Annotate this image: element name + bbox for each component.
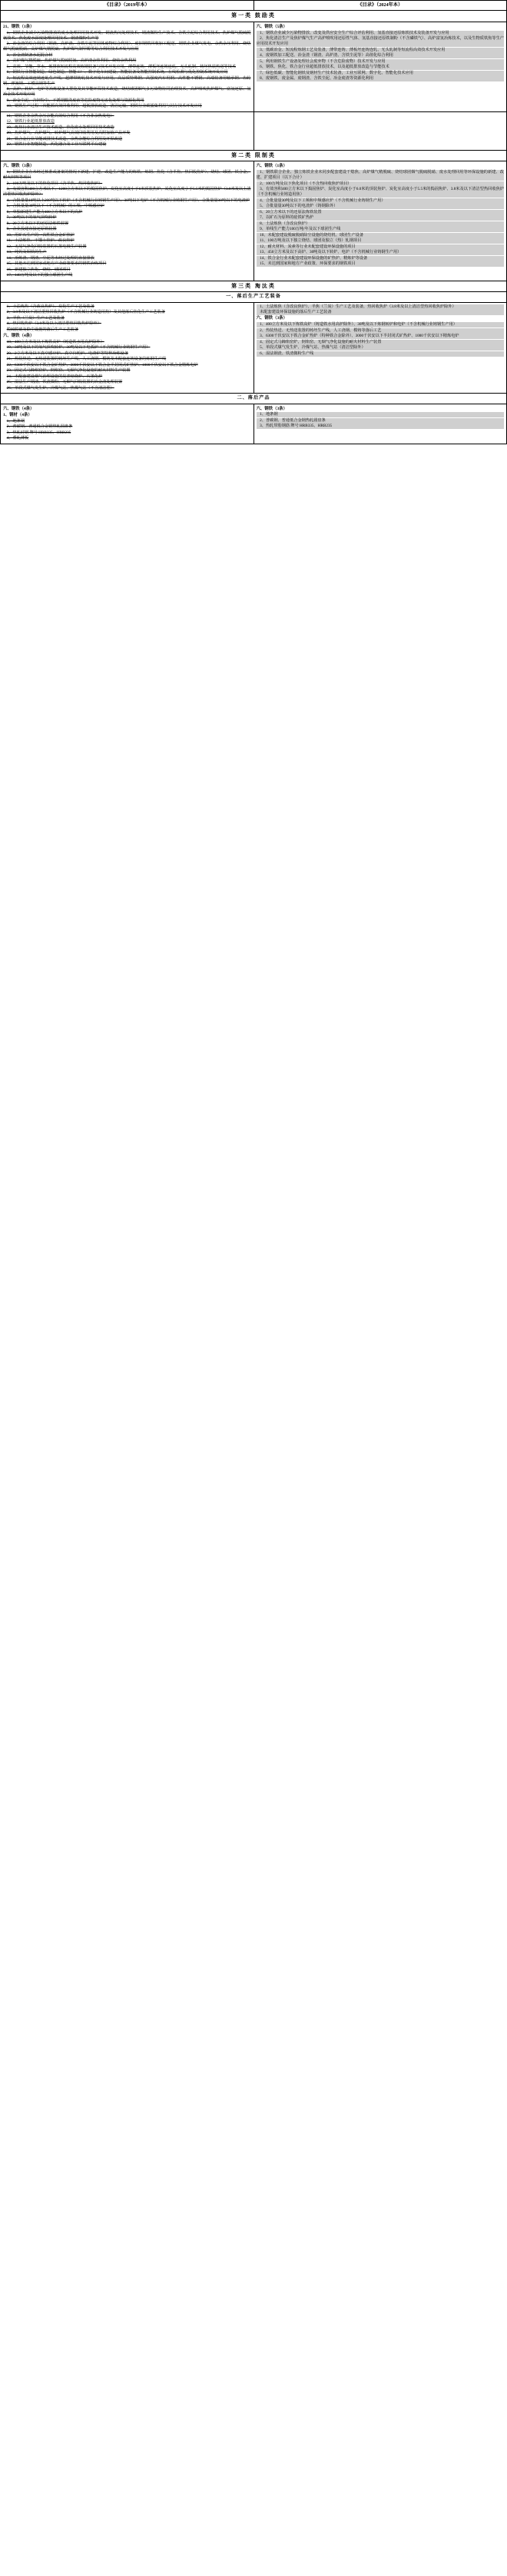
doc-paragraph: 1、钢铁联合企业、独立炼铁企业未同步配套建设干熄焦、高炉煤气精脱硫、烧结球团烟气脱硫脱硝、废水处理回用等环保设施的新建、改建、扩建项目（以下合计） — [256, 170, 504, 181]
doc-paragraph: 19、30吨及以下的氧气顶吹转炉、30吨及以下电弧炉（不含机械行业铸钢生产用） — [6, 345, 151, 351]
doc-paragraph: 20、2立方米及以下真空感应炉、真空自耗炉、电渣炉等特种冶炼设备 — [6, 351, 128, 356]
doc-paragraph: 六、钢铁（3条） — [256, 406, 287, 411]
doc-paragraph: 13、450立方米及以下高炉、30吨及以下转炉、电炉（不含机械行业铸钢生产用） — [257, 250, 505, 255]
doc-paragraph: 3、6300千伏安以下铁合金矿热炉（特种铁合金除外）、3000千伏安以下半封闭式矿热炉、1000千伏安以下精炼电炉 — [257, 334, 505, 339]
doc-paragraph: 3、热轧硅钢 牌号 HRB335、HRB235 — [6, 430, 71, 435]
doc-paragraph: 21、钢铁（1条） — [3, 24, 35, 29]
doc-paragraph: 4、叠轧薄板 — [6, 436, 29, 441]
doc-paragraph: 脱硫脱硝及除尘设施的落后生产工艺装备 — [6, 327, 79, 332]
doc-paragraph: 14、冶炼渣、钢渣、尘泥等未经过处理的直接排放 — [6, 255, 94, 261]
cell-left-2 — [1, 111, 254, 150]
doc-paragraph: 25、湿法生产钢渣、铁渣微粉，无烟气回收装置的冶金渣处理装置 — [6, 380, 123, 385]
section-row-restrict — [1, 150, 507, 161]
doc-paragraph: 15、其他未达到国家或地方产业政策要求的钢铁冶炼项目 — [6, 261, 107, 267]
cell-left-3 — [1, 161, 254, 281]
doc-paragraph: 11、100万吨及以下独立烧结、球团及独立（热）轧钢项目 — [257, 238, 505, 244]
doc-paragraph: 3、有效容积400立方米以下、1200立方米以下的捣固焦炉，炭化室高度小于6米顶装焦炉，炭化室高度小于5.5米的捣固焦炉（3.8米及以上清洁型热回收焦炉除外） — [3, 187, 251, 198]
section-title-restrict: 第二类 限制类 — [1, 150, 507, 161]
doc-paragraph: 3、冶金渣制备水泥混合材 — [6, 52, 53, 58]
doc-paragraph: 26、单段式煤气发生炉、冷煤气站、热煤气站（不含清洁型） — [6, 385, 114, 391]
doc-paragraph: 9、冶金尘泥、含锌粉尘、不锈钢酸洗废液等危险废物无害化处理与资源化利用 — [6, 98, 144, 103]
doc-paragraph: 1、钢材（4条） — [3, 412, 32, 417]
doc-paragraph: 1、400立方米及以下炼铁高炉（铸造铁水用高炉除外）、30吨及以下炼钢转炉和电炉（不含机械行业铸钢生产用） — [257, 322, 505, 327]
doc-paragraph: 1、地条钢 — [6, 418, 25, 424]
subsection-row-process — [1, 292, 507, 302]
doc-paragraph: 8、土法炼焦（含改良焦炉） — [257, 221, 505, 227]
subsection-title-process: 一、落后生产工艺装备 — [1, 292, 507, 302]
doc-paragraph: 6、湿法钢渣、铁渣微粉生产线 — [257, 351, 505, 357]
doc-paragraph: 5、高效、节能、节水、低排放短流程高效炼钢装备与技术开发应用，薄带连铸、薄板坯连铸连轧、无头轧制、铸坯热装热送等技术 — [6, 64, 236, 69]
cell-right-2 — [254, 111, 507, 150]
doc-paragraph: 2、3.8米及以下清洁型热回收焦炉（不含机械行业铸造用焦）及其他落后焦化生产工艺装备 — [6, 310, 165, 315]
content-row-4 — [1, 302, 507, 394]
doc-paragraph: 13、纯钨及钼铁的生产 — [6, 250, 47, 255]
doc-paragraph: 3、有效容积400立方米以下捣固焦炉、炭化室高度小于6.0米的顶装焦炉、炭化室高度小于5.5米的捣固焦炉、3.8米及以下清洁型热回收焦炉（不含机械行业铸造用焦） — [256, 187, 504, 198]
content-row-1 — [1, 22, 507, 111]
subsection-title-products: 二、落后产品 — [1, 394, 507, 404]
doc-paragraph: 10、未配套建设脱硫脱硝除尘设施的烧结机、球团生产设备 — [257, 233, 505, 238]
cell-right-1 — [254, 22, 507, 111]
section-row-encourage — [1, 11, 507, 22]
content-row-2 — [1, 111, 507, 150]
doc-paragraph: 5、单段式煤气发生炉、冷煤气站、热煤气站（清洁型除外） — [257, 345, 505, 351]
doc-paragraph: 1、土法炼焦（含改良焦炉）、炭化生产工艺及装备 — [6, 304, 94, 309]
doc-paragraph: 2、100万吨及以下的焦化项目（含半焦、热回收焦炉） — [6, 181, 103, 186]
doc-paragraph: 1、地条钢 — [257, 412, 505, 417]
doc-paragraph: 2、普碳钢、普通低合金钢热轧圆盘条 — [257, 418, 505, 424]
doc-paragraph: 18、400立方米及以下炼铁高炉（铸造铁水用高炉除外） — [6, 339, 104, 344]
doc-paragraph: 1、钢铁企业减少污染物排放的废水处理回用技术开发、钢渣热闷处理技术、钢渣微粉生产技术、含铁尘泥综合利用技术、焦炉煤气脱硫脱氰技术、焦化废水深度处理回用技术、钢渣微粉生产等 — [3, 30, 251, 41]
doc-paragraph: 10、用矿石生产的一次性铁合金矿热炉 — [6, 232, 75, 238]
doc-paragraph: 9、企业投建直接还原铁装置 — [6, 227, 57, 232]
doc-paragraph: 24、未配套建设烟气治理设施的炭素焙烧炉、石墨化炉 — [6, 374, 103, 379]
doc-paragraph: 六、钢铁（4条） — [3, 406, 35, 411]
cell-left-5 — [1, 404, 254, 444]
cell-left-1 — [1, 22, 254, 111]
doc-paragraph: 21、铁合金行业节能减排技术改造、余热余能综合利用及环保改造 — [6, 136, 123, 141]
doc-paragraph: 9、单线生产能力100万吨/年及以下球团生产线 — [257, 227, 505, 232]
header-left: 《目录》（2019年本） — [1, 1, 254, 11]
cell-right-5 — [254, 404, 507, 444]
doc-paragraph: 4、废钢铁加工配送、冶金渣（钢渣、高炉渣、含铁尘泥等）高值化综合利用 — [257, 53, 505, 58]
doc-paragraph: 8、20立方米以下的还原法炼铁装置 — [6, 221, 69, 226]
content-row-5 — [1, 404, 507, 444]
doc-paragraph: 7、短流程高效连铸连轧生产线、超薄带铸轧技术开发与应用，高品质特殊钢、高强度汽车用钢、高性能不锈钢、高端装备用轴承钢、齿轮钢、弹簧钢、工模具钢等生产 — [3, 75, 251, 86]
doc-paragraph: 11、土法炼焦、干馏土焦炉、改良焦炉 — [6, 238, 75, 244]
doc-paragraph: 4、热回收焦炉（3.8米及以上清洁型热回收焦炉除外） — [6, 321, 101, 327]
doc-paragraph: 8、废钢铁、废金属、废钢渣、含铁尘泥、冶金废渣等资源化利用 — [257, 76, 505, 81]
doc-paragraph: 8、高炉、转炉、电炉等冶炼设备大型化及其节能环保技术改造，烧结球团烟气多污染物协同治理技术，高炉喷吹焦炉煤气、富氢还原、氢冶金技术开发应用 — [3, 87, 251, 98]
header-right: 《目录》（2024年本） — [254, 1, 507, 11]
doc-paragraph: 六、钢铁（4条） — [3, 333, 35, 338]
doc-paragraph: 20、焦炉煤气、高炉煤气、转炉煤气高效回收利用及高附加值产品开发 — [6, 131, 131, 136]
doc-paragraph: 22、6300千伏安以下铁合金矿热炉、3000千伏安以下铁合金半封闭式矿热炉、1000千伏安以下铁合金精炼电炉 — [6, 362, 198, 367]
doc-paragraph: 5、合批量量30吨以下（不含机械）的工频、中频感应炉 — [6, 204, 104, 209]
doc-paragraph: 未配套建设环保设施的落后生产工艺装备 — [257, 310, 505, 315]
doc-paragraph: 5、合批量量30吨以下的电渣炉（铸钢除外） — [257, 204, 505, 209]
doc-paragraph: 16、新建独立焦化、烧结、球团项目 — [6, 267, 71, 272]
section-title-encourage: 第一类 鼓励类 — [1, 11, 507, 22]
doc-paragraph: 21、热装热送、无热送装置的铸坯生产线、人工浇钢、模铸及未配套连铸设备的炼钢生产线 — [6, 357, 167, 362]
doc-paragraph: 六、钢铁（5条） — [256, 24, 287, 29]
content-row-3 — [1, 161, 507, 281]
doc-paragraph: 5、利用钢铁生产设备处理社会废弃物（不含危险废物）技术开发与应用 — [257, 59, 505, 65]
doc-paragraph: 六、钢铁（3条） — [3, 164, 35, 169]
doc-paragraph: 7、30吨以下的氧气顶吹转炉 — [6, 215, 57, 221]
doc-paragraph: 6、单独新建生产能力400立方米以下的高炉 — [6, 209, 83, 214]
doc-paragraph: 12、无尾气净化回收装置的石墨电极生产装置 — [6, 244, 87, 249]
doc-paragraph: 2、焦化清洁生产及焦炉煤气生产高炉喷吹用还原性气体、氢基直接还原铁制粉（不含磷铁气）、高炉富氢冶炼技术，以及生物质铁焦等生产应用技术开发应用 — [256, 36, 504, 47]
cell-left-4 — [1, 302, 254, 394]
doc-paragraph: 6、钢铁、焦化、铁合金行业超低排放技术，以及超低排放改造与节能技术 — [257, 65, 505, 70]
doc-paragraph: 22、钢铁行业智能制造、两化融合及工业互联网平台建设 — [6, 142, 107, 148]
cell-right-3 — [254, 161, 507, 281]
table-header-row — [1, 1, 507, 11]
doc-paragraph: 2、普碳钢、普通低合金钢热轧圆盘条 — [6, 424, 73, 430]
doc-paragraph: 2、100万吨及以下焦化项目（不含热回收焦炉项目） — [257, 181, 505, 187]
doc-paragraph: 3、低碳冶金、短流程炼钢工艺及装备，薄带连铸、薄板坯连铸连轧、无头轧制等短流程高效技术开发应用 — [257, 48, 505, 53]
doc-paragraph: 3、半焦（兰炭）生产工艺及装备 — [6, 315, 65, 321]
doc-paragraph: 6、20立方米以下的还原法炼铁装置 — [257, 210, 505, 215]
doc-paragraph: 7、以矿石为原料的硅铁矿热炉 — [257, 215, 505, 221]
doc-paragraph: 六、钢铁（3条） — [256, 316, 287, 321]
doc-paragraph: 19、炼焦行业清洁生产技术改造，焦化废水处理回用技术改造 — [6, 125, 114, 130]
doc-paragraph: 1、钢铁企业减少污染物排放、改变及供应安全生产综合评估利用、氢基直接还原炼铁技术及装备开发与应用 — [257, 31, 505, 36]
doc-paragraph: 2、冶金渣的综合利用（钢渣、高炉渣、含铁尘泥等固体废物综合利用），废旧钢铁回收加工配送、钢铁企业煤气发电、余热余压利用、烧结烟气脱硫脱硝、高炉煤气精脱硫、焦炉煤气制甲醇等综合利用技术开发与应用 — [3, 42, 251, 52]
comparison-table — [0, 0, 507, 444]
doc-paragraph: 4、高炉煤气精脱硫、焦炉煤气脱硫脱氰、高炉渣余热利用、烧结余热利用 — [6, 58, 137, 64]
doc-paragraph: 11、钢铁企业余热余压余能高效综合利用（不含非余热发电） — [6, 113, 114, 118]
doc-paragraph: 10、钢铁生产过程二次能源高效回收利用、超低排放改造、清洁运输，钢铁行业碳捕集利用与封存技术开发应用 — [6, 104, 202, 109]
doc-paragraph: 23、固定式马蹄焰窑炉、倒焰窑、无烟气净化设施的耐火材料生产装置 — [6, 368, 131, 374]
doc-paragraph: 4、固定式马蹄焰窑炉、倒焰窑、无烟气净化设施的耐火材料生产装置 — [257, 340, 505, 345]
doc-paragraph: 1、钢铁企业在未经过核准或备案的情况下新建、扩建、改造生产能力的炼铁、炼钢、焦化（含半焦、热回收焦炉）、烧结、球团、铁合金、耐火材料等项目 — [3, 170, 251, 181]
cell-right-4 — [254, 302, 507, 394]
doc-paragraph: 7、绿色低碳、智能化钢铁及钢材生产技术装备，工业互联网、数字化、智能化技术应用 — [257, 71, 505, 76]
doc-paragraph: 4、合批量量10吨以上200吨以下转炉（不含机械行业铸钢生产用）、30吨以下电炉（不含机械行业铸钢生产用）、合批量量30吨以下的电渣炉 — [6, 198, 250, 203]
doc-paragraph: 6、钢铁行业智能制造、绿色制造、智能工厂、数字化车间建设，智能装备及智能控制系统、在线检测与优化控制系统开发应用 — [6, 70, 228, 75]
subsection-row-products — [1, 394, 507, 404]
doc-paragraph: 15、未达到国家和地方产业政策、环保要求的钢铁项目 — [257, 261, 505, 267]
doc-paragraph: 12、钢铁行业超低排放改造 — [6, 119, 55, 125]
section-title-eliminate: 第三类 淘汰类 — [1, 281, 507, 291]
document-page — [0, 0, 507, 444]
section-row-eliminate — [1, 281, 507, 291]
doc-paragraph: 六、钢铁（1条） — [256, 164, 287, 169]
doc-paragraph: 17、140万吨及以下的独立球团生产线 — [6, 273, 73, 278]
doc-paragraph: 4、合批量量30吨及以下工频和中频感应炉（不含机械行业铸钢生产用） — [257, 198, 505, 204]
doc-paragraph: 1、土法炼焦（含改良焦炉）、半焦（兰炭）生产工艺及装备，热回收焦炉（3.8米及以上清洁型热回收焦炉除外） — [257, 304, 505, 310]
doc-paragraph: 14、铁合金行业未配套建设环保设施的矿热炉、精炼炉等设备 — [257, 256, 505, 261]
doc-paragraph: 2、热装热送、无热送装置的铸坯生产线，人工浇钢、模铸等落后工艺 — [257, 328, 505, 334]
doc-paragraph: 12、耐火材料、炭素等行业未配套建设环保设施的项目 — [257, 244, 505, 250]
doc-paragraph: 3、热轧带肋钢筋 牌号 HRB335、HRB235 — [257, 424, 505, 429]
